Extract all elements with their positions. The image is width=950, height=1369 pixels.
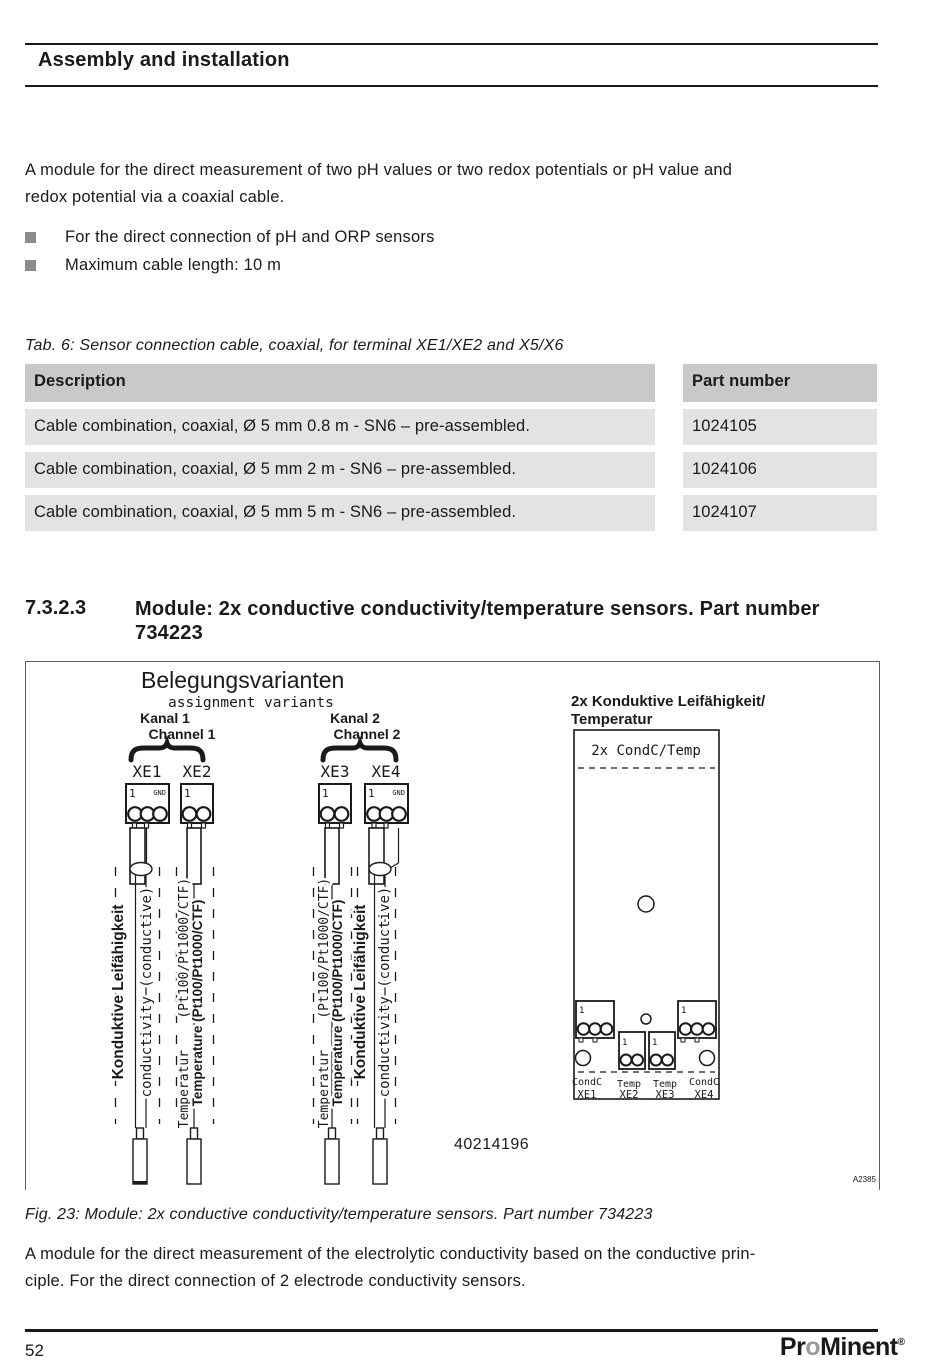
logo-part3: Minent: [820, 1333, 898, 1361]
module-terminal-xe1: [576, 1001, 614, 1042]
terminal-label-xe2: XE2: [182, 762, 212, 781]
bullet-item: [25, 256, 281, 275]
cable2-label-de: Temperatur (Pt100/Pt1000/CTF): [177, 877, 192, 1129]
figure-title-de: Belegungsvarianten: [141, 667, 345, 693]
closing-line: ciple. For the direct connection of 2 electrode conductivity sensors.: [25, 1272, 526, 1290]
terminal-block-xe2: [181, 784, 213, 828]
bullet-text: For the direct connection of pH and ORP sensors: [65, 228, 435, 246]
table-cell-part-number: 1024106: [683, 452, 877, 488]
cable4-label-de: Konduktive Leifähigkeit: [352, 904, 369, 1080]
terminal-block-xe3: [319, 784, 351, 828]
pin-gnd-label: GND: [153, 789, 166, 797]
port-terminal-label: XE4: [694, 1089, 714, 1101]
table-cell-part-number: 1024105: [683, 409, 877, 445]
module-display-label: 2x CondC/Temp: [591, 743, 701, 759]
bullet-square-icon: [25, 232, 36, 243]
table-cell-description: Cable combination, coaxial, Ø 5 mm 0.8 m - SN6 – pre-assembled.: [25, 409, 655, 445]
table-caption: Tab. 6: Sensor connection cable, coaxial, for terminal XE1/XE2 and X5/X6: [25, 337, 564, 354]
module-terminal-xe4: [678, 1001, 716, 1042]
logo-part1: Pr: [779, 1333, 806, 1361]
table-cell-part-number: 1024107: [683, 495, 877, 531]
prominent-logo: [650, 1333, 905, 1362]
port-type-label: Temp: [616, 1079, 642, 1090]
sheet-ref: A2385: [852, 1175, 876, 1184]
cable2-label-en: Temperature (Pt100/Pt1000/CTF): [190, 899, 205, 1107]
header-rule-top: [25, 43, 878, 45]
port-type-label: CondC: [688, 1077, 720, 1088]
page-number: 52: [25, 1341, 44, 1360]
figure-title-en: assignment variants: [168, 695, 334, 711]
section-title-line: Module: 2x conductive conductivity/temperature sensors. Part number: [135, 598, 820, 620]
pin-1-label: 1: [652, 1038, 658, 1048]
section-title: [135, 597, 895, 645]
cable4-label-en: conductivity (conductive): [377, 886, 393, 1098]
module-mounting-hole: [700, 1051, 715, 1066]
channel1-label-en: Channel 1: [148, 726, 216, 742]
section-title-line: 734223: [135, 622, 203, 644]
pin-1-label: 1: [579, 1006, 585, 1016]
terminal-block-xe4: [365, 784, 408, 828]
channel1-label-de: Kanal 1: [140, 710, 190, 726]
figure-caption: Fig. 23: Module: 2x conductive conductivity/temperature sensors. Part number 734223: [25, 1206, 653, 1223]
cable1-label-en: conductivity (conductive): [139, 886, 155, 1098]
page-title: Assembly and installation: [38, 49, 290, 71]
intro-line: redox potential via a coaxial cable.: [25, 188, 285, 206]
closing-line: A module for the direct measurement of the electrolytic conductivity based on the conductive prin-: [25, 1245, 756, 1263]
module-heading-line2: Temperatur: [571, 711, 653, 728]
pin-1-label: 1: [322, 787, 329, 800]
module-screw-hole: [638, 896, 654, 912]
module-heading-line1: 2x Konduktive Leifähigkeit/: [571, 693, 766, 710]
logo-part2: o: [805, 1333, 821, 1361]
channel2-brace-icon: [323, 743, 396, 760]
wiring-diagram-svg: [26, 662, 879, 1190]
pin-1-label: 1: [681, 1006, 687, 1016]
cable1-label-de: Konduktive Leifähigkeit: [110, 904, 127, 1080]
bullet-item: [25, 228, 435, 247]
terminal-block-xe1: [126, 784, 169, 828]
table-cell-description: Cable combination, coaxial, Ø 5 mm 5 m - SN6 – pre-assembled.: [25, 495, 655, 531]
channel2-label-de: Kanal 2: [330, 710, 380, 726]
port-type-label: Temp: [652, 1079, 678, 1090]
footer-rule: [25, 1329, 878, 1332]
pin-1-label: 1: [622, 1038, 628, 1048]
drawing-number: 40214196: [454, 1136, 530, 1153]
cable3-label-de: Temperatur (Pt100/Pt1000/CTF): [317, 877, 332, 1129]
bullet-text: Maximum cable length: 10 m: [65, 256, 282, 274]
table-header-part-number: Part number: [683, 364, 877, 402]
section-number: 7.3.2.3: [25, 597, 87, 619]
channel1-brace-icon: [131, 743, 203, 760]
bullet-square-icon: [25, 260, 36, 271]
registered-mark: ®: [897, 1337, 905, 1348]
port-type-label: CondC: [571, 1077, 603, 1088]
table-cell-description: Cable combination, coaxial, Ø 5 mm 2 m - SN6 – pre-assembled.: [25, 452, 655, 488]
module-outline: [572, 730, 719, 1101]
intro-line: A module for the direct measurement of two pH values or two redox potentials or pH value and: [25, 161, 733, 179]
port-terminal-label: XE2: [619, 1089, 639, 1101]
module-terminal-xe3: [649, 1032, 675, 1069]
terminal-label-xe3: XE3: [320, 762, 350, 781]
header-rule-bottom: [25, 85, 878, 87]
port-terminal-label: XE3: [655, 1089, 675, 1101]
table-header-description: Description: [25, 364, 655, 402]
pin-1-label: 1: [184, 787, 191, 800]
module-mounting-hole: [576, 1051, 591, 1066]
channel2-label-en: Channel 2: [333, 726, 401, 742]
figure-wiring-diagram: [25, 661, 880, 1190]
pin-1-label: 1: [368, 787, 375, 800]
pin-1-label: 1: [129, 787, 136, 800]
cable3-label-en: Temperature (Pt100/Pt1000/CTF): [330, 899, 345, 1107]
port-terminal-label: XE1: [577, 1089, 597, 1101]
terminal-label-xe4: XE4: [371, 762, 401, 781]
module-terminal-xe2: [619, 1032, 645, 1069]
terminal-label-xe1: XE1: [132, 762, 162, 781]
pin-gnd-label: GND: [392, 789, 405, 797]
module-screw-hole: [641, 1014, 651, 1024]
